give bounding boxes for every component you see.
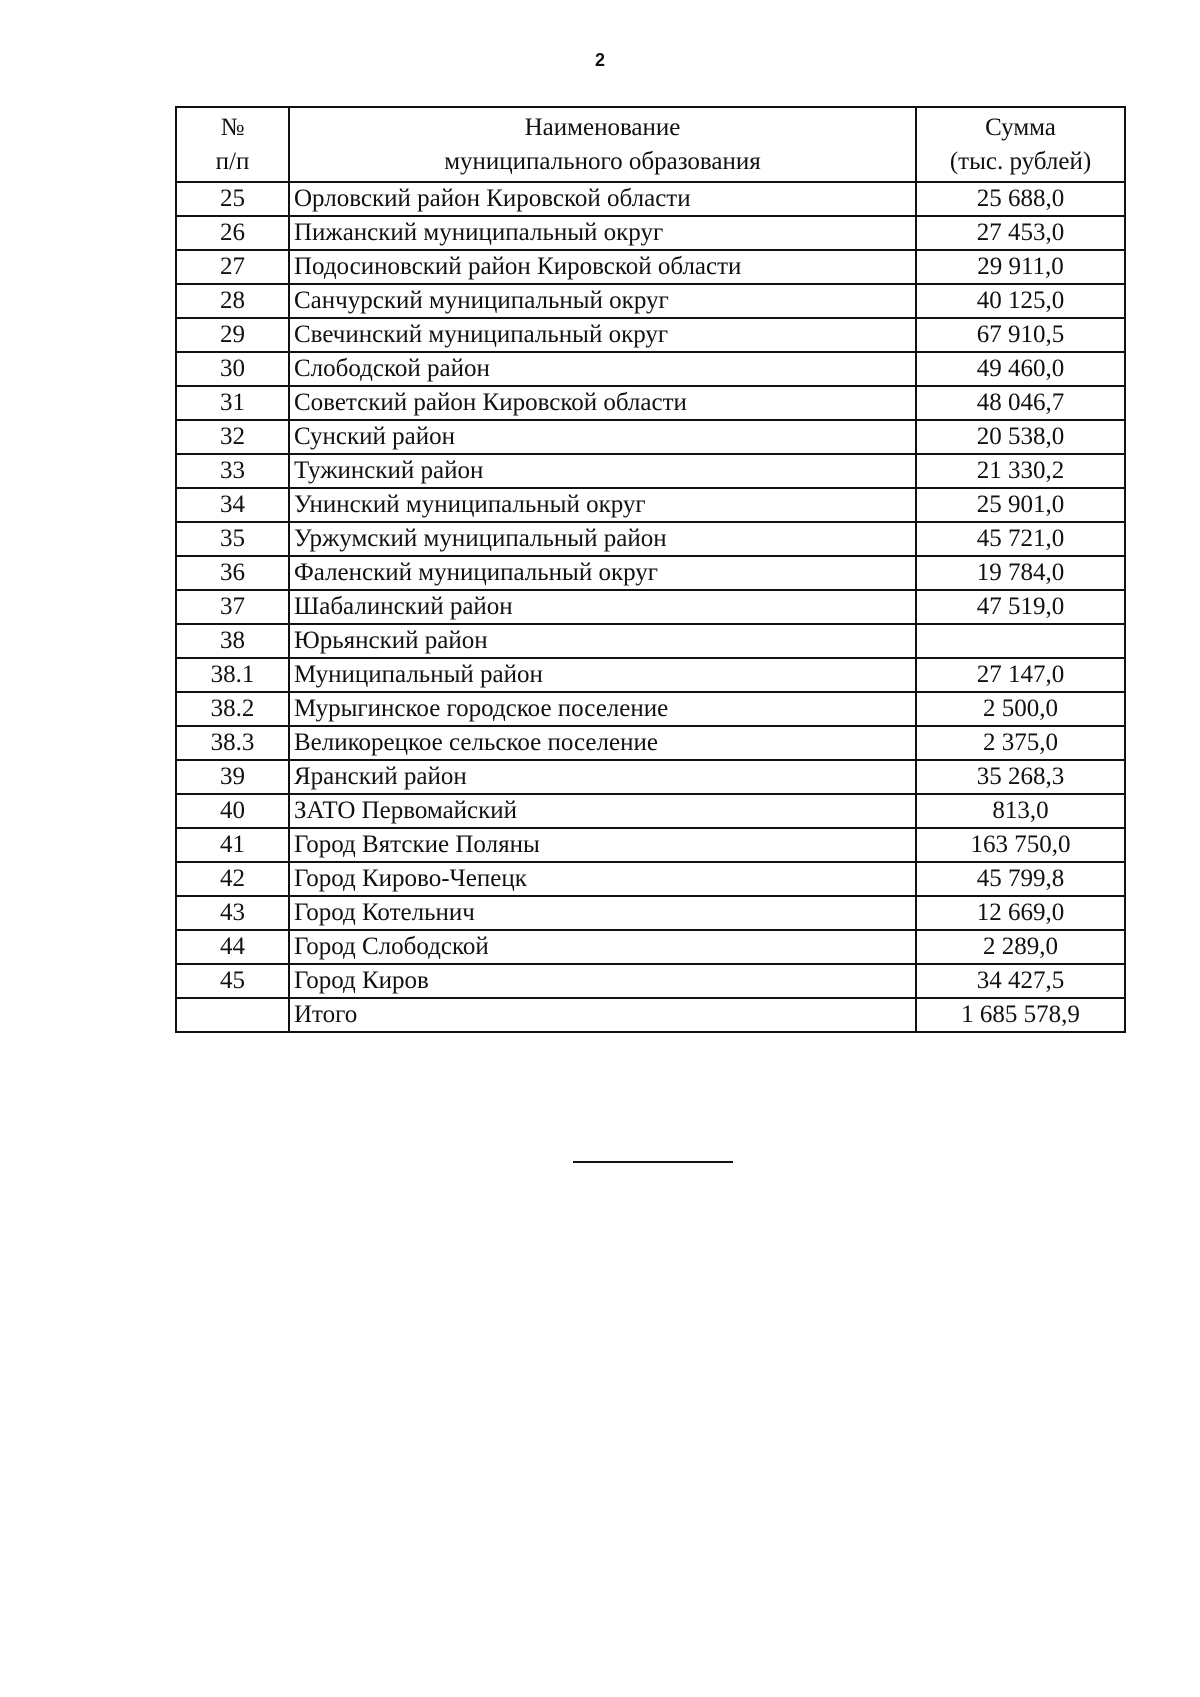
header-sum-line1: Сумма	[985, 113, 1056, 141]
row-name: Город Котельнич	[289, 896, 916, 930]
table-row	[176, 692, 1125, 726]
row-name: Подосиновский район Кировской области	[289, 250, 916, 284]
row-number: 39	[176, 760, 289, 794]
header-name-line2: муниципального образования	[444, 147, 761, 175]
row-name: Свечинский муниципальный округ	[289, 318, 916, 352]
row-name: Советский район Кировской области	[289, 386, 916, 420]
table-header-row	[176, 107, 1125, 182]
table-row	[176, 760, 1125, 794]
row-sum: 67 910,5	[916, 318, 1125, 352]
row-name: Великорецкое сельское поселение	[289, 726, 916, 760]
row-name: Пижанский муниципальный округ	[289, 216, 916, 250]
end-of-document-rule	[573, 1161, 733, 1163]
row-number: 38	[176, 624, 289, 658]
table-total-row	[176, 998, 1125, 1032]
table-row	[176, 420, 1125, 454]
row-number: 36	[176, 556, 289, 590]
header-number	[176, 107, 289, 182]
row-name: Муниципальный район	[289, 658, 916, 692]
row-number: 25	[176, 182, 289, 216]
row-sum: 25 688,0	[916, 182, 1125, 216]
row-name: Унинский муниципальный округ	[289, 488, 916, 522]
row-sum: 21 330,2	[916, 454, 1125, 488]
row-number: 42	[176, 862, 289, 896]
table-row	[176, 726, 1125, 760]
row-name: Город Слободской	[289, 930, 916, 964]
row-name: Сунский район	[289, 420, 916, 454]
table-row	[176, 556, 1125, 590]
row-number: 31	[176, 386, 289, 420]
table-row	[176, 624, 1125, 658]
row-number: 26	[176, 216, 289, 250]
table-row	[176, 250, 1125, 284]
row-number: 44	[176, 930, 289, 964]
table-row	[176, 590, 1125, 624]
row-sum: 27 453,0	[916, 216, 1125, 250]
row-sum	[916, 624, 1125, 658]
row-number: 43	[176, 896, 289, 930]
row-number: 40	[176, 794, 289, 828]
row-name: Город Вятские Поляны	[289, 828, 916, 862]
table-row	[176, 488, 1125, 522]
row-sum: 813,0	[916, 794, 1125, 828]
table-row	[176, 216, 1125, 250]
row-sum: 2 289,0	[916, 930, 1125, 964]
row-number: 27	[176, 250, 289, 284]
total-number	[176, 998, 289, 1032]
row-number: 41	[176, 828, 289, 862]
row-sum: 34 427,5	[916, 964, 1125, 998]
row-number: 38.3	[176, 726, 289, 760]
row-number: 38.1	[176, 658, 289, 692]
table-row	[176, 352, 1125, 386]
row-name: Орловский район Кировской области	[289, 182, 916, 216]
row-sum: 27 147,0	[916, 658, 1125, 692]
row-name: ЗАТО Первомайский	[289, 794, 916, 828]
table-row	[176, 930, 1125, 964]
row-name: Уржумский муниципальный район	[289, 522, 916, 556]
row-number: 37	[176, 590, 289, 624]
table-row	[176, 828, 1125, 862]
row-sum: 35 268,3	[916, 760, 1125, 794]
row-number: 29	[176, 318, 289, 352]
header-number-line1: №	[220, 113, 245, 141]
row-sum: 49 460,0	[916, 352, 1125, 386]
row-number: 28	[176, 284, 289, 318]
total-label: Итого	[289, 998, 916, 1032]
header-sum-line2: (тыс. рублей)	[949, 147, 1092, 175]
row-number: 35	[176, 522, 289, 556]
row-sum: 45 799,8	[916, 862, 1125, 896]
row-sum: 47 519,0	[916, 590, 1125, 624]
table-row	[176, 522, 1125, 556]
header-number-line2: п/п	[215, 147, 250, 175]
row-sum: 25 901,0	[916, 488, 1125, 522]
row-sum: 40 125,0	[916, 284, 1125, 318]
header-sum	[916, 107, 1125, 182]
table-row	[176, 454, 1125, 488]
page-number: 2	[594, 50, 605, 70]
row-number: 30	[176, 352, 289, 386]
row-sum: 12 669,0	[916, 896, 1125, 930]
row-number: 32	[176, 420, 289, 454]
row-sum: 29 911,0	[916, 250, 1125, 284]
row-name: Санчурский муниципальный округ	[289, 284, 916, 318]
table-row	[176, 896, 1125, 930]
row-sum: 2 500,0	[916, 692, 1125, 726]
table-row	[176, 862, 1125, 896]
row-name: Шабалинский район	[289, 590, 916, 624]
table-row	[176, 318, 1125, 352]
table-row	[176, 284, 1125, 318]
row-name: Фаленский муниципальный округ	[289, 556, 916, 590]
row-name: Город Кирово-Чепецк	[289, 862, 916, 896]
row-number: 34	[176, 488, 289, 522]
row-sum: 20 538,0	[916, 420, 1125, 454]
row-sum: 163 750,0	[916, 828, 1125, 862]
municipal-funding-table	[175, 106, 1126, 1033]
row-sum: 45 721,0	[916, 522, 1125, 556]
row-number: 33	[176, 454, 289, 488]
row-sum: 48 046,7	[916, 386, 1125, 420]
header-name	[289, 107, 916, 182]
table-row	[176, 182, 1125, 216]
row-name: Слободской район	[289, 352, 916, 386]
header-name-line1: Наименование	[524, 113, 681, 141]
row-name: Тужинский район	[289, 454, 916, 488]
table-row	[176, 794, 1125, 828]
row-name: Яранский район	[289, 760, 916, 794]
row-name: Мурыгинское городское поселение	[289, 692, 916, 726]
table-row	[176, 658, 1125, 692]
row-sum: 19 784,0	[916, 556, 1125, 590]
total-sum: 1 685 578,9	[916, 998, 1125, 1032]
row-number: 38.2	[176, 692, 289, 726]
row-name: Город Киров	[289, 964, 916, 998]
table-row	[176, 386, 1125, 420]
row-name: Юрьянский район	[289, 624, 916, 658]
row-number: 45	[176, 964, 289, 998]
table-row	[176, 964, 1125, 998]
row-sum: 2 375,0	[916, 726, 1125, 760]
